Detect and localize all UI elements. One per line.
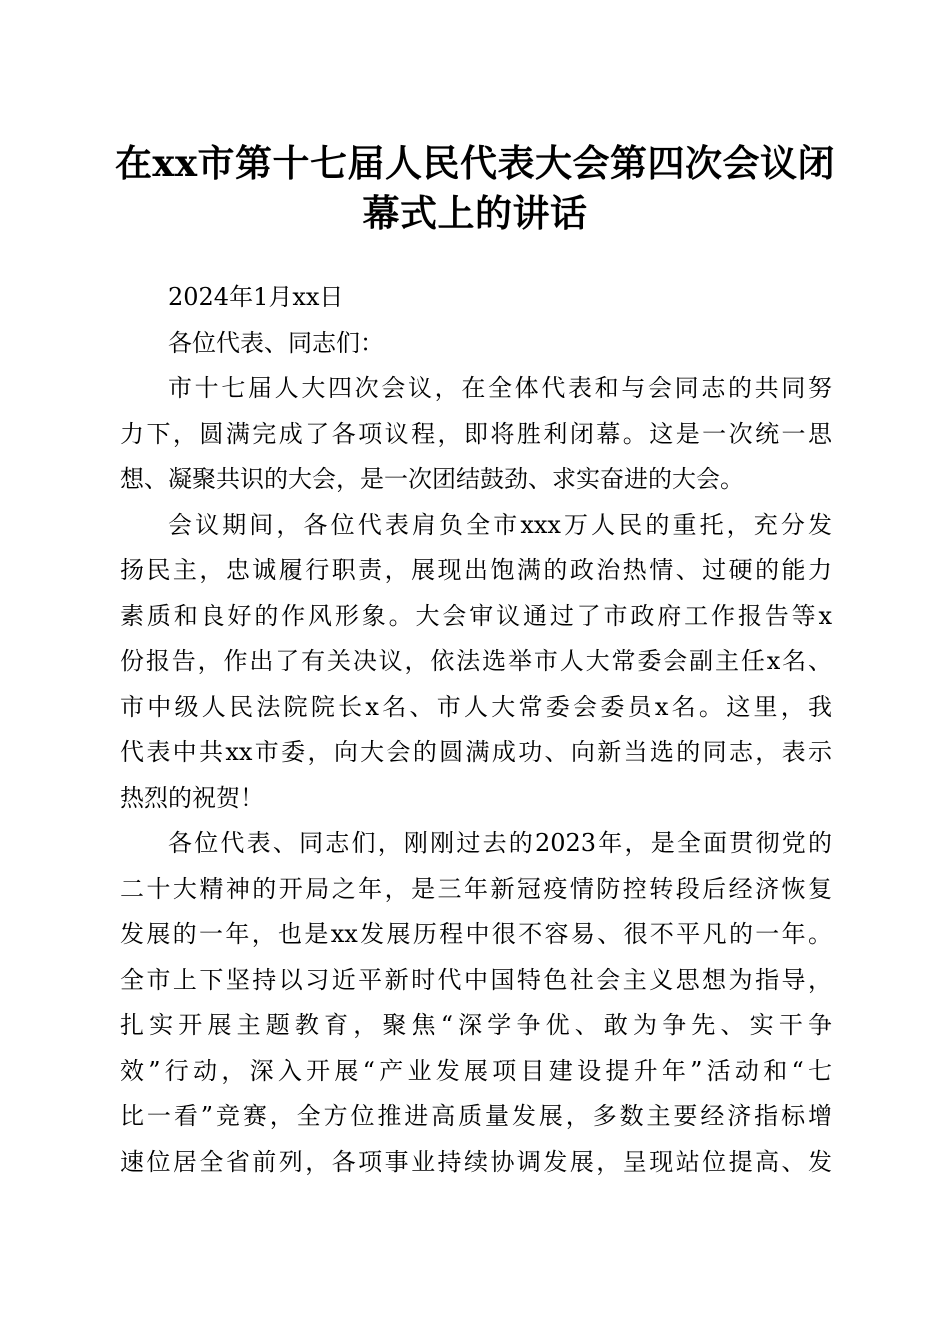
paragraph-line: 各位代表、同志们，刚刚过去的2023年，是全面贯彻党的: [168, 829, 832, 857]
paragraph-line: 热烈的祝贺！: [120, 783, 264, 812]
paragraph-line: 比一看”竞赛，全方位推进高质量发展，多数主要经济指标增: [120, 1102, 832, 1130]
title-line-1: 在xx市第十七届人民代表大会第四次会议闭: [114, 141, 836, 185]
paragraph-line: 扎实开展主题教育，聚焦“深学争优、敢为争先、实干争: [120, 1011, 832, 1039]
document-title: [110, 138, 840, 238]
paragraph-1: [120, 366, 832, 503]
paragraph-line: 力下，圆满完成了各项议程，即将胜利闭幕。这是一次统一思: [120, 419, 832, 448]
paragraph-line: 市中级人民法院院长x名、市人大常委会委员x名。这里，我: [120, 692, 832, 721]
paragraph-3: [120, 821, 832, 1185]
paragraph-line: 二十大精神的开局之年，是三年新冠疫情防控转段后经济恢复: [120, 874, 832, 903]
paragraph-2: [120, 503, 832, 822]
paragraph-line: 发展的一年，也是xx发展历程中很不容易、很不平凡的一年。: [120, 920, 832, 948]
paragraph-line: 想、凝聚共识的大会，是一次团结鼓劲、求实奋进的大会。: [120, 465, 744, 493]
paragraph-line: 素质和良好的作风形象。大会审议通过了市政府工作报告等x: [120, 601, 832, 630]
paragraph-line: 全市上下坚持以习近平新时代中国特色社会主义思想为指导，: [120, 965, 832, 994]
paragraph-line: 份报告，作出了有关决议，依法选举市人大常委会副主任x名、: [120, 647, 832, 675]
paragraph-line: 市十七届人大四次会议，在全体代表和与会同志的共同努: [168, 374, 832, 402]
date-line: 2024年1月xx日: [168, 283, 344, 311]
paragraph-line: 效”行动，深入开展“产业发展项目建设提升年”活动和“七: [120, 1056, 832, 1085]
paragraph-line: 速位居全省前列，各项事业持续协调发展，呈现站位提高、发: [120, 1147, 832, 1176]
paragraph-line: 代表中共xx市委，向大会的圆满成功、向新当选的同志，表示: [120, 738, 832, 766]
title-line-2: 幕式上的讲话: [362, 191, 588, 235]
greeting-line: 各位代表、同志们：: [168, 328, 384, 357]
paragraph-line: 扬民主，忠诚履行职责，展现出饱满的政治热情、过硬的能力: [120, 556, 832, 584]
paragraph-line: 会议期间，各位代表肩负全市xxx万人民的重托，充分发: [168, 510, 832, 539]
document-body: [120, 275, 832, 1185]
